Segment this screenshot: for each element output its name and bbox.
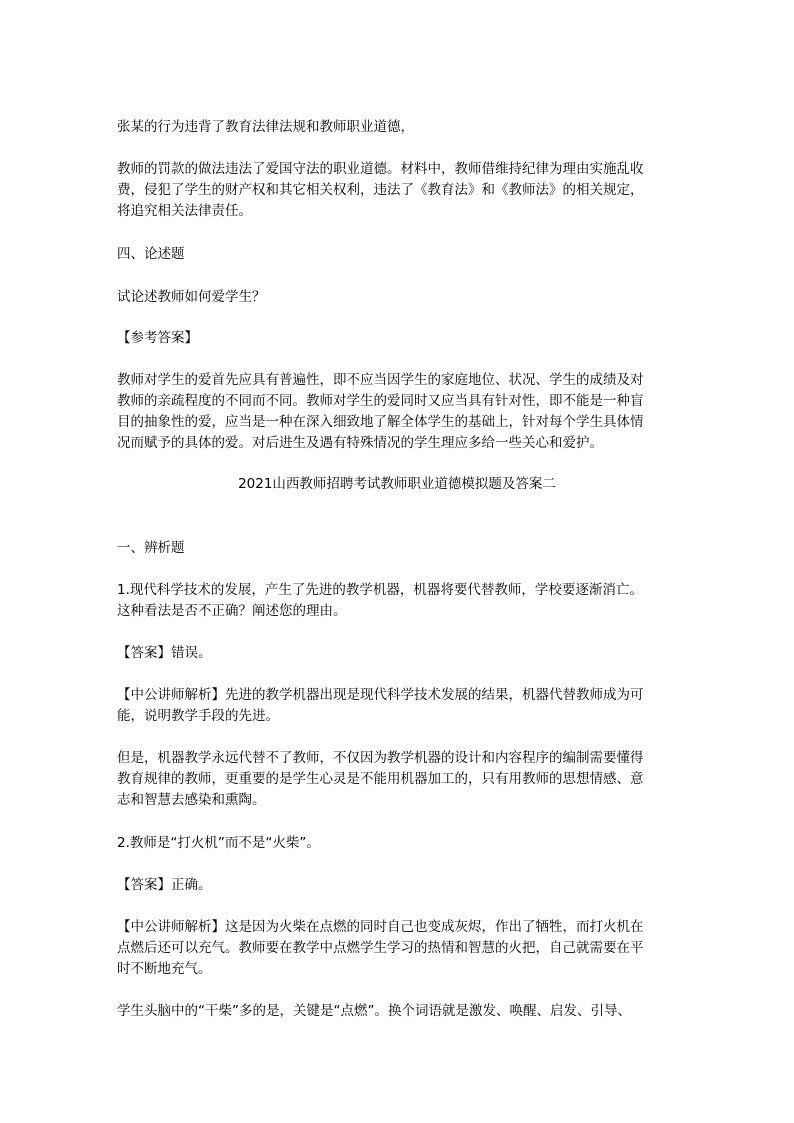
title-text: 2021山西教师招聘考试教师职业道德模拟题及答案二 [238,476,556,492]
text-line: 但是，机器教学永远代替不了教师，不仅因为教学机器的设计和内容程序的编制需要懂得 [117,750,644,766]
text-line: 教师对学生的爱首先应具有普遍性，即不应当因学生的家庭地位、状况、学生的成绩及对 [117,372,644,388]
text-line: 点燃后还可以充气。教师要在教学中点燃学生学习的热情和智慧的火把，自己就需要在平 [117,940,644,956]
text-line: 【中公讲师解析】这是因为火柴在点燃的同时自己也变成灰烬，作出了牺牲，而打火机在 [117,919,644,935]
text-line: 教育规律的教师，更重要的是学生心灵是不能用机器加工的，只有用教师的思想情感、意 [117,771,644,787]
answer-text [117,643,677,664]
section-heading [117,538,677,559]
paragraph-continued [117,1001,677,1022]
text-line: 张某的行为违背了教育法律法规和教师职业道德， [117,119,414,135]
text-line: 一、辨析题 [117,540,185,556]
answer-text [117,875,677,896]
paragraph-analysis-cont [117,748,677,811]
text-line: 将追究相关法律责任。 [117,203,252,219]
paragraph-answer [117,370,677,454]
paragraph-analysis [117,917,677,980]
question-text [117,580,677,622]
text-line: 志和智慧去感染和熏陶。 [117,792,266,808]
text-line: 试论述教师如何爱学生？ [117,289,266,305]
document-title [0,474,794,495]
text-line: 1.现代科学技术的发展，产生了先进的教学机器，机器将要代替教师，学校要逐渐消亡。 [117,582,643,598]
text-line: 2.教师是“打火机”而不是“火柴”。 [117,835,320,851]
text-line: 【参考答案】 [117,330,198,346]
text-line: 学生头脑中的“干柴”多的是，关键是“点燃”。换个词语就是激发、唤醒、启发、引导、 [117,1003,631,1019]
text-line: 目的抽象性的爱，应当是一种在深入细致地了解全体学生的基础上，针对每个学生具体情 [117,414,644,430]
text-line: 这种看法是否不正确？阐述您的理由。 [117,603,347,619]
text-line: 时不断地充气。 [117,961,212,977]
answer-label [117,328,677,349]
text-line: 教师的亲疏程度的不同而不同。教师对学生的爱同时又应当具有针对性，即不能是一种盲 [117,393,644,409]
text-line: 【答案】错误。 [117,645,212,661]
question-text [117,833,677,854]
text-line: 【答案】正确。 [117,877,212,893]
question-text [117,287,677,308]
section-heading [117,244,677,265]
paragraph-fine-analysis [117,159,677,222]
text-line: 费，侵犯了学生的财产权和其它相关权利，违法了《教育法》和《教师法》的相关规定， [117,182,644,198]
text-line: 能，说明教学手段的先进。 [117,708,279,724]
text-line: 四、论述题 [117,246,185,262]
paragraph-conclusion [117,117,677,138]
text-line: 【中公讲师解析】先进的教学机器出现是现代科学技术发展的结果，机器代替教师成为可 [117,687,644,703]
paragraph-analysis [117,685,677,727]
text-line: 教师的罚款的做法违法了爱国守法的职业道德。材料中，教师借维持纪律为理由实施乱收 [117,161,644,177]
text-line: 况而赋予的具体的爱。对后进生及遇有特殊情况的学生理应多给一些关心和爱护。 [117,435,603,451]
